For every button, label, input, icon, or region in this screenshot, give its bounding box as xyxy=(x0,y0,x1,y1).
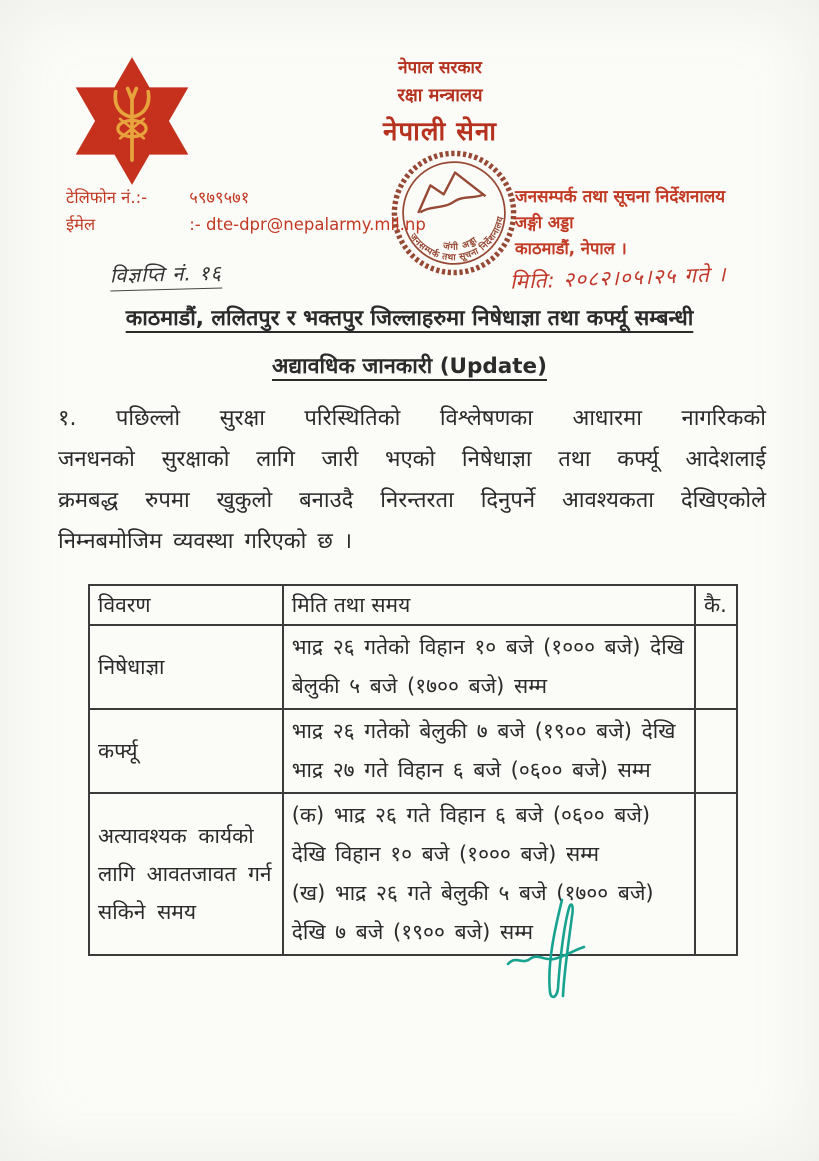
phone-value: ५९७९५७१ xyxy=(189,188,250,207)
government-name: नेपाल सरकार xyxy=(398,58,482,78)
army-star-emblem xyxy=(62,56,202,186)
handwritten-date: मिति: २०८२।०५।२५ गते । xyxy=(509,262,727,294)
paragraph-line: जनधनको सुरक्षाको लागि जारी भएको निषेधाज्ञा तथा कर्फ्यू आदेशलाई xyxy=(58,447,766,472)
header-remark: कै. xyxy=(695,585,737,625)
seal-inner-text: जंगी अड्डा xyxy=(441,234,480,253)
remark-cell xyxy=(695,625,737,709)
ministry-name: रक्षा मन्त्रालय xyxy=(397,85,483,106)
table-header-row xyxy=(89,585,737,625)
office-block xyxy=(515,184,725,262)
time-line: भाद्र २६ गतेको बेलुकी ७ बजे (१९०० बजे) देखि भाद्र २७ गते विहान ६ बजे (०६०० बजे) सम्म xyxy=(291,719,676,782)
office-line2: जङ्गी अड्डा xyxy=(515,213,574,232)
signature-image xyxy=(500,898,640,1020)
document-title-line2: अद्यावधिक जानकारी (Update) xyxy=(272,354,547,379)
paragraph-line: १. पछिल्लो सुरक्षा परिस्थितिको विश्लेषणका आधारमा नागरिकको xyxy=(58,406,766,431)
detail-cell: अत्यावश्यक कार्यको लागि आवतजावत गर्न सकिने समय xyxy=(89,793,283,955)
detail-cell: कर्फ्यू xyxy=(89,709,283,793)
detail-cell: निषेधाज्ञा xyxy=(89,625,283,709)
email-separator: :- xyxy=(189,215,201,234)
time-line: (क) भाद्र २६ गते विहान ६ बजे (०६०० बजे) देखि विहान १० बजे (१००० बजे) सम्म xyxy=(291,803,651,866)
body-paragraph xyxy=(58,398,766,562)
seal-outer-text: जनसम्पर्क तथा सूचना निर्देशनालय xyxy=(407,215,507,264)
office-line3: काठमाडौं, नेपाल । xyxy=(515,239,627,258)
time-line: भाद्र २६ गतेको विहान १० बजे (१००० बजे) देखि बेलुकी ५ बजे (१७०० बजे) सम्म xyxy=(291,635,684,698)
document-title-line1: काठमाडौं, ललितपुर र भक्तपुर जिल्लाहरुमा निषेधाज्ञा तथा कर्फ्यू सम्बन्धी xyxy=(125,306,694,331)
table-row xyxy=(89,625,737,709)
header-detail: विवरण xyxy=(89,585,283,625)
time-cell xyxy=(283,625,695,709)
table-row xyxy=(89,709,737,793)
remark-cell xyxy=(695,793,737,955)
email-row xyxy=(66,211,426,238)
time-line: (ख) भाद्र २६ गते बेलुकी ५ बजे (१७०० बजे) देखि ७ बजे (१९०० बजे) सम्म xyxy=(291,881,654,944)
phone-label: टेलिफोन नं.:- xyxy=(66,188,148,207)
header-datetime: मिति तथा समय xyxy=(283,585,695,625)
curfew-schedule-table xyxy=(88,584,738,956)
paragraph-line: क्रमबद्ध रुपमा खुकुलो बनाउदै निरन्तरता दिनुपर्ने आवश्यकता देखिएकोले xyxy=(58,488,766,513)
email-label: ईमेल xyxy=(66,215,96,234)
organization-name: नेपाली सेना xyxy=(382,117,498,147)
paragraph-line: निम्नबमोजिम व्यवस्था गरिएको छ । xyxy=(58,529,353,554)
letterhead-heading xyxy=(300,55,580,148)
phone-row xyxy=(66,184,426,211)
remark-cell xyxy=(695,709,737,793)
office-name: जनसम्पर्क तथा सूचना निर्देशनालय xyxy=(515,187,726,207)
release-number: विज्ञप्ति नं. १६ xyxy=(110,259,223,292)
contact-block xyxy=(66,184,426,238)
time-cell xyxy=(283,709,695,793)
email-value: dte-dpr@nepalarmy.mil.np xyxy=(206,215,426,234)
